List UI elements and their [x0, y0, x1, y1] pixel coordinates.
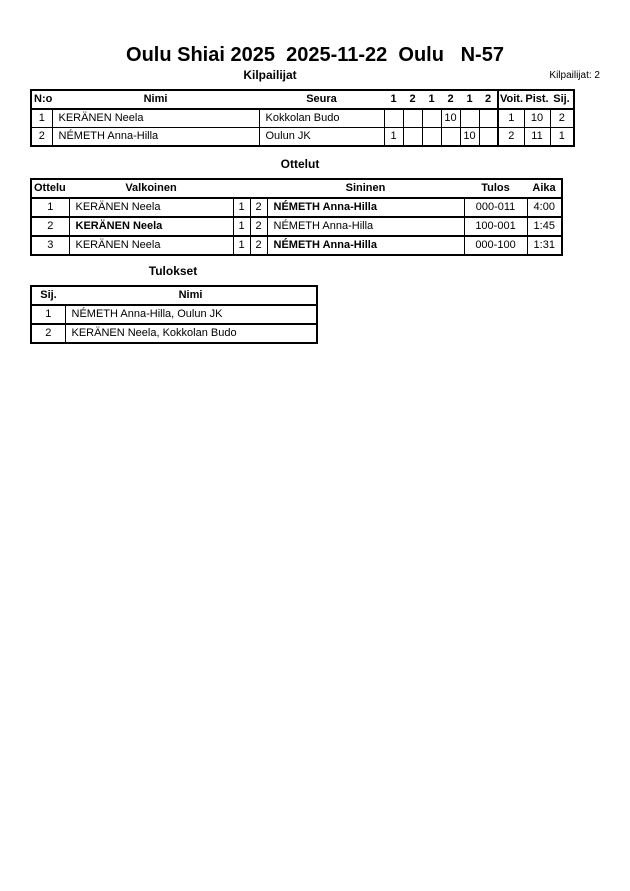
- header-round: 1: [460, 90, 479, 109]
- table-row: [31, 198, 562, 217]
- table-row: [31, 236, 562, 255]
- cell-score: [479, 128, 498, 147]
- results-table: [30, 285, 318, 344]
- header-wins: Voit.: [498, 90, 524, 109]
- cell-score: [422, 109, 441, 128]
- cell-score: [479, 109, 498, 128]
- header-match: Ottelu: [31, 179, 69, 198]
- cell-place: 1: [550, 128, 574, 147]
- cell-blue-name: NÉMETH Anna-Hilla: [267, 217, 464, 236]
- cell-white-flag: 1: [233, 236, 250, 255]
- cell-match-no: 3: [31, 236, 69, 255]
- cell-wins: 2: [498, 128, 524, 147]
- cell-no: 1: [31, 109, 52, 128]
- table-header-row: [31, 90, 574, 109]
- cell-blue-name: NÉMETH Anna-Hilla: [267, 198, 464, 217]
- header-white: Valkoinen: [69, 179, 233, 198]
- header-round: 2: [441, 90, 460, 109]
- cell-score: 10: [441, 109, 460, 128]
- header-round: 2: [403, 90, 422, 109]
- cell-result: 000-011: [464, 198, 527, 217]
- table-row: [31, 128, 574, 147]
- cell-score: [460, 109, 479, 128]
- cell-name: NÉMETH Anna-Hilla: [52, 128, 259, 147]
- cell-result: 000-100: [464, 236, 527, 255]
- header-time: Aika: [527, 179, 562, 198]
- cell-score: [441, 128, 460, 147]
- cell-score: [384, 109, 403, 128]
- cell-white-flag: 1: [233, 198, 250, 217]
- competitors-section-title: Kilpailijat: [243, 68, 297, 82]
- matches-table: [30, 178, 563, 256]
- cell-place: 2: [550, 109, 574, 128]
- header-no: N:o: [31, 90, 52, 109]
- table-row: [31, 305, 317, 324]
- matches-section-title: Ottelut: [280, 157, 320, 171]
- cell-points: 11: [524, 128, 550, 147]
- cell-white-name: KERÄNEN Neela: [69, 236, 233, 255]
- cell-time: 4:00: [527, 198, 562, 217]
- cell-club: Kokkolan Budo: [259, 109, 384, 128]
- header-spacer: [250, 179, 267, 198]
- cell-score: 10: [460, 128, 479, 147]
- header-name: Nimi: [52, 90, 259, 109]
- header-points: Pist.: [524, 90, 550, 109]
- cell-time: 1:31: [527, 236, 562, 255]
- cell-name: NÉMETH Anna-Hilla, Oulun JK: [65, 305, 317, 324]
- cell-wins: 1: [498, 109, 524, 128]
- cell-club: Oulun JK: [259, 128, 384, 147]
- header-blue: Sininen: [267, 179, 464, 198]
- header-club: Seura: [259, 90, 384, 109]
- table-row: [31, 109, 574, 128]
- table-header-row: [31, 179, 562, 198]
- cell-score: [422, 128, 441, 147]
- cell-blue-name: NÉMETH Anna-Hilla: [267, 236, 464, 255]
- header-spacer: [233, 179, 250, 198]
- competitors-count: Kilpailijat: 2: [549, 70, 600, 81]
- header-place: Sij.: [550, 90, 574, 109]
- header-round: 1: [384, 90, 403, 109]
- cell-score: 1: [384, 128, 403, 147]
- cell-white-name: KERÄNEN Neela: [69, 198, 233, 217]
- table-header-row: [31, 286, 317, 305]
- cell-blue-flag: 2: [250, 236, 267, 255]
- table-row: [31, 217, 562, 236]
- cell-no: 2: [31, 128, 52, 147]
- cell-name: KERÄNEN Neela, Kokkolan Budo: [65, 324, 317, 343]
- header-round: 1: [422, 90, 441, 109]
- header-name: Nimi: [65, 286, 317, 305]
- cell-blue-flag: 2: [250, 217, 267, 236]
- cell-match-no: 1: [31, 198, 69, 217]
- cell-time: 1:45: [527, 217, 562, 236]
- table-row: [31, 324, 317, 343]
- cell-name: KERÄNEN Neela: [52, 109, 259, 128]
- cell-blue-flag: 2: [250, 198, 267, 217]
- results-section-title: Tulokset: [148, 264, 198, 278]
- header-result: Tulos: [464, 179, 527, 198]
- cell-place: 2: [31, 324, 65, 343]
- cell-points: 10: [524, 109, 550, 128]
- header-round: 2: [479, 90, 498, 109]
- cell-score: [403, 128, 422, 147]
- competitors-table: [30, 89, 575, 147]
- cell-white-name: KERÄNEN Neela: [69, 217, 233, 236]
- cell-score: [403, 109, 422, 128]
- cell-match-no: 2: [31, 217, 69, 236]
- page-title: Oulu Shiai 2025 2025-11-22 Oulu N-57: [126, 44, 504, 66]
- cell-place: 1: [31, 305, 65, 324]
- cell-white-flag: 1: [233, 217, 250, 236]
- header-place: Sij.: [31, 286, 65, 305]
- cell-result: 100-001: [464, 217, 527, 236]
